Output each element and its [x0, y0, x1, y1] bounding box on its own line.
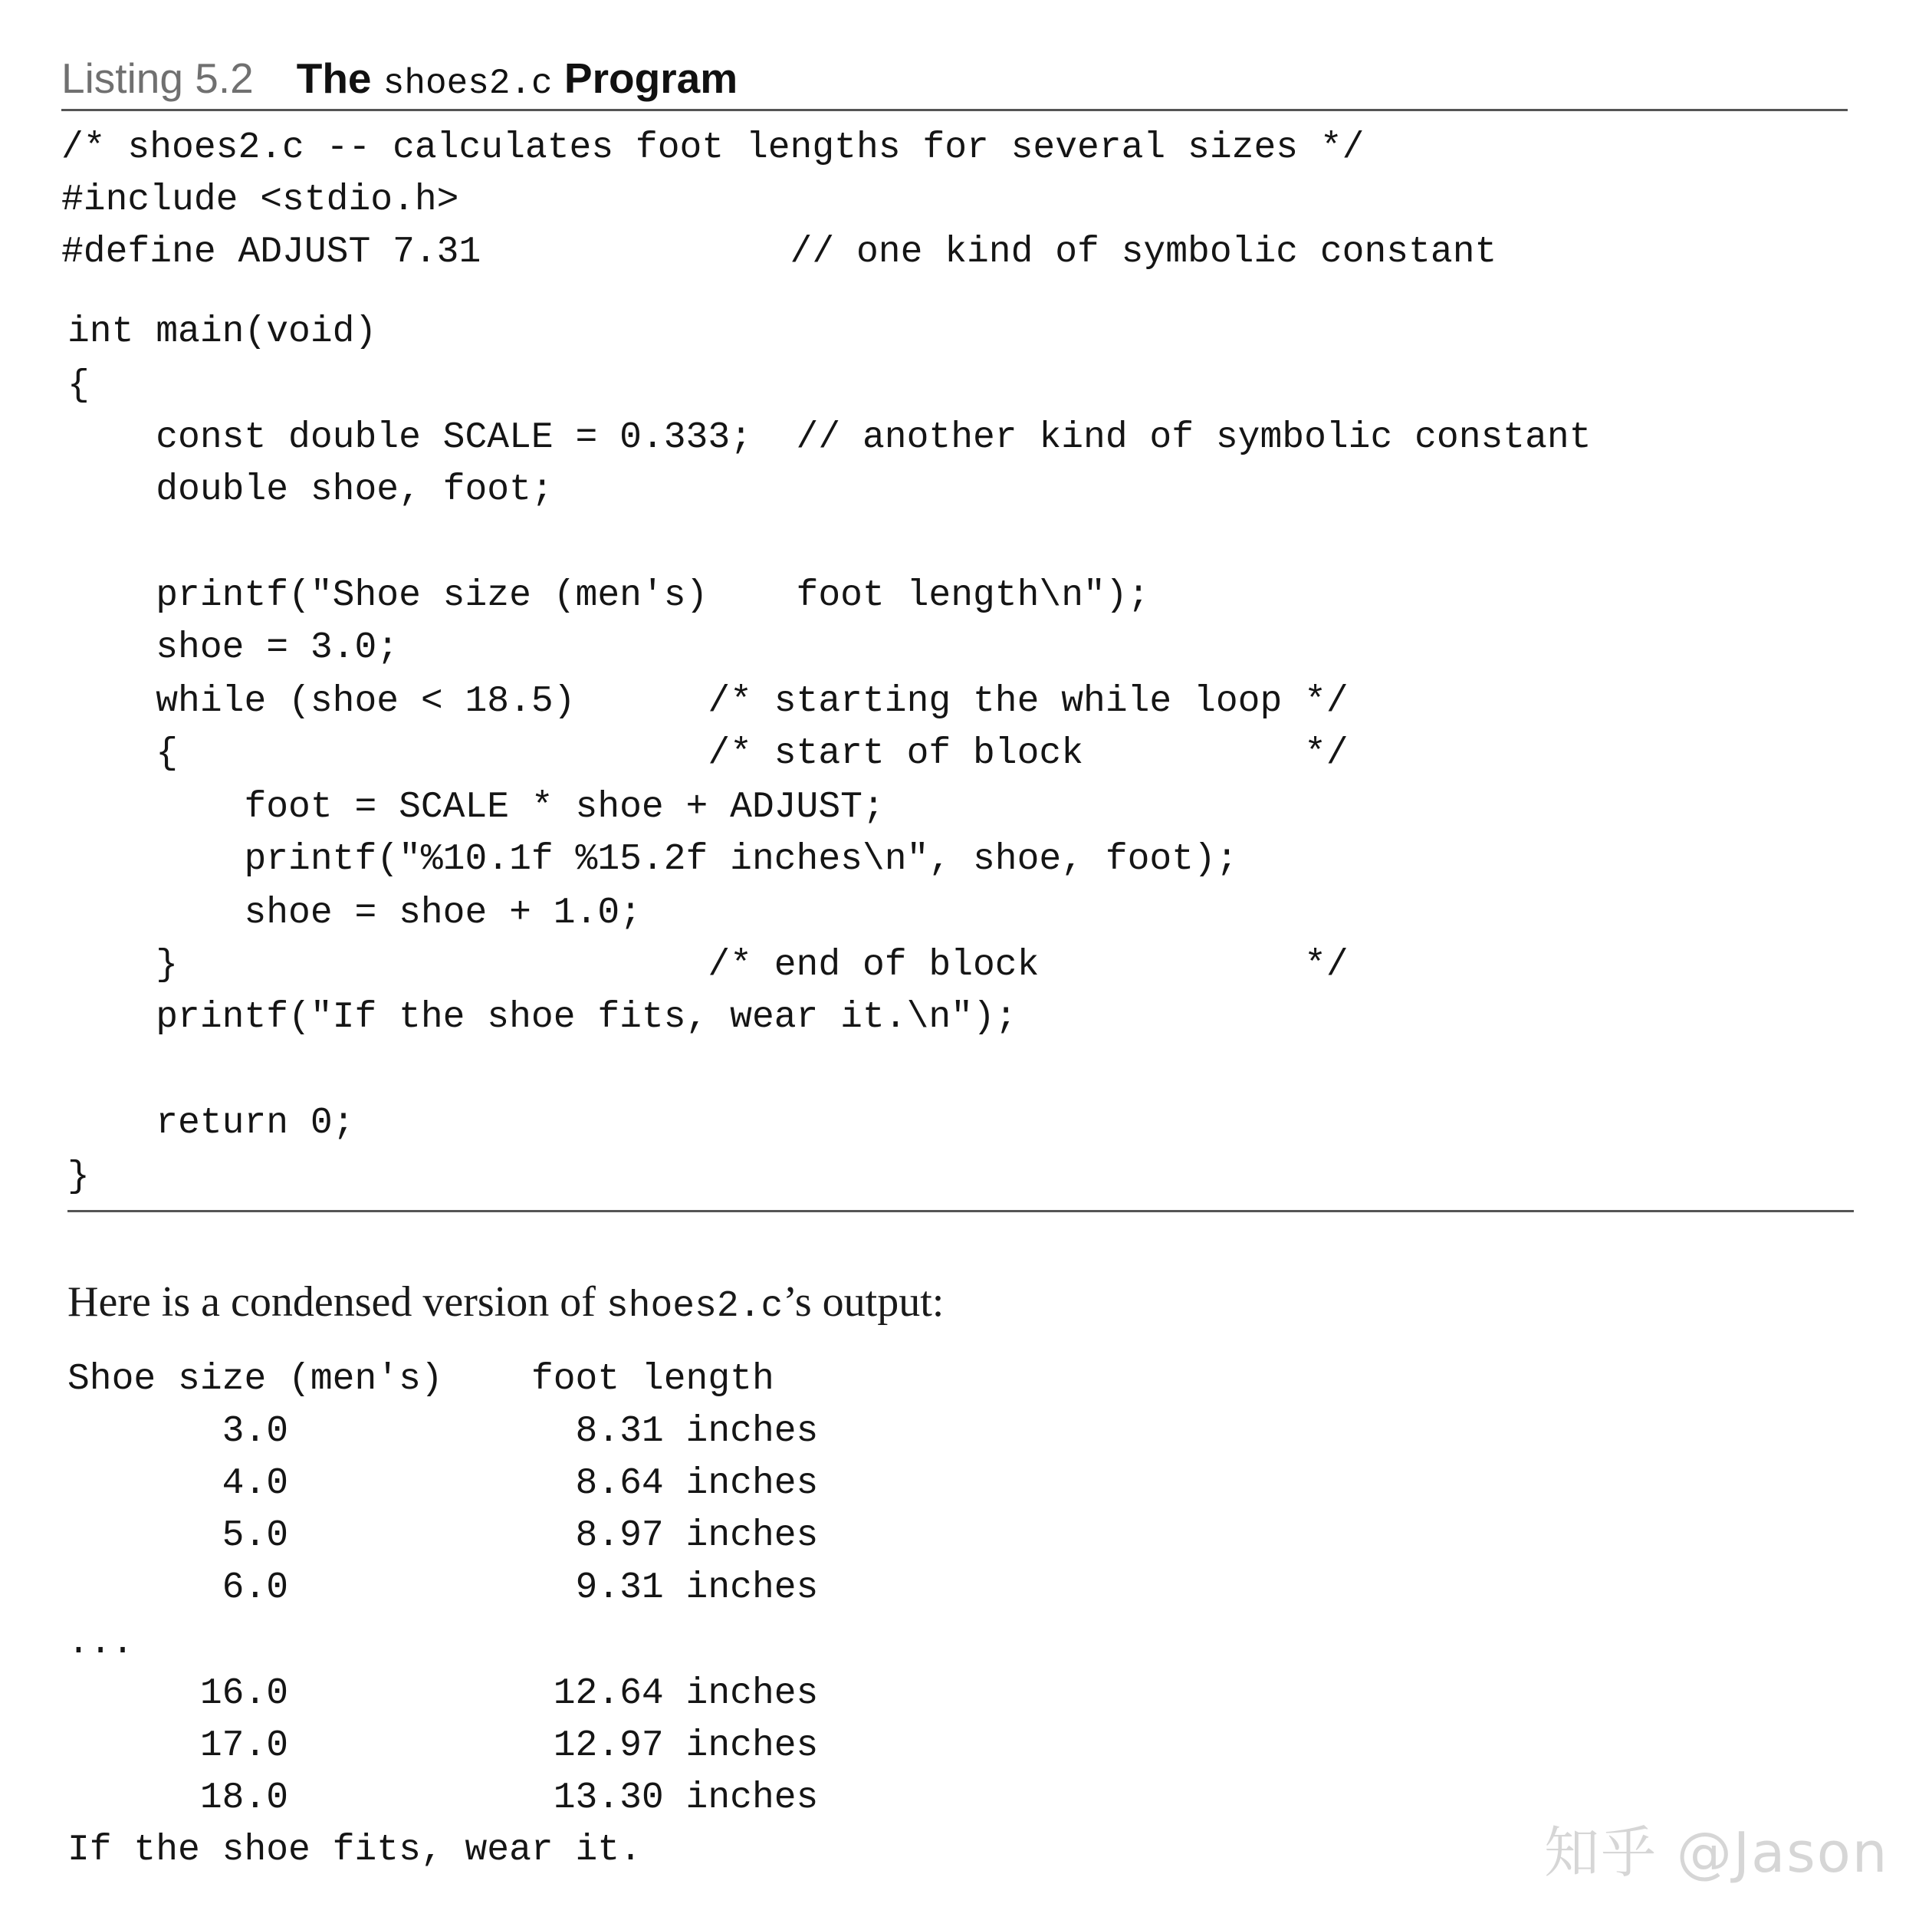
- prose-text: Here is a condensed version of: [67, 1278, 606, 1326]
- code-line: foot = SCALE * shoe + ADJUST;: [67, 787, 885, 828]
- output-line: 18.0 13.30 inches: [67, 1777, 819, 1819]
- code-line: /* shoes2.c -- calculates foot lengths for several sizes */: [61, 127, 1365, 169]
- code-line: while (shoe < 18.5) /* starting the while loop */: [67, 681, 1349, 722]
- output-line: 17.0 12.97 inches: [67, 1725, 819, 1767]
- listing-top-rule: [61, 109, 1848, 111]
- code-line: { /* start of block */: [67, 733, 1349, 774]
- output-line: 3.0 8.31 inches: [67, 1411, 819, 1452]
- listing-number: Listing 5.2: [61, 54, 254, 102]
- code-line: shoe = shoe + 1.0;: [67, 893, 642, 934]
- listing-title-filename: shoes2.c: [383, 64, 553, 104]
- listing-header: [61, 48, 738, 109]
- code-line: #include <stdio.h>: [61, 179, 459, 221]
- code-line: }: [67, 1156, 90, 1198]
- prose-filename: shoes2.c: [606, 1286, 784, 1327]
- code-line: printf("%10.1f %15.2f inches\n", shoe, foot);: [67, 839, 1238, 880]
- output-line: 6.0 9.31 inches: [67, 1567, 819, 1609]
- code-line: const double SCALE = 0.333; // another kind of symbolic constant: [67, 417, 1592, 459]
- code-line: #define ADJUST 7.31 // one kind of symbolic constant: [61, 232, 1497, 273]
- code-line: printf("Shoe size (men's) foot length\n");: [67, 575, 1150, 616]
- output-intro-paragraph: [67, 1271, 944, 1337]
- output-line: 16.0 12.64 inches: [67, 1673, 819, 1715]
- watermark: 知乎 @Jason: [1544, 1820, 1889, 1885]
- output-line: If the shoe fits, wear it.: [67, 1830, 642, 1871]
- listing-bottom-rule: [67, 1210, 1854, 1212]
- code-line: double shoe, foot;: [67, 469, 554, 511]
- output-line: 5.0 8.97 inches: [67, 1515, 819, 1557]
- output-line: ...: [67, 1622, 134, 1664]
- listing-title-prefix: The: [296, 54, 372, 102]
- code-line: {: [67, 365, 90, 406]
- code-line: shoe = 3.0;: [67, 627, 399, 669]
- code-line: int main(void): [67, 311, 377, 353]
- output-line: Shoe size (men's) foot length: [67, 1359, 774, 1400]
- code-line: return 0;: [67, 1103, 355, 1144]
- code-line: printf("If the shoe fits, wear it.\n");: [67, 997, 1017, 1038]
- code-line: } /* end of block */: [67, 945, 1349, 986]
- prose-text: ’s output:: [783, 1278, 945, 1326]
- listing-title-suffix: Program: [564, 54, 738, 102]
- output-line: 4.0 8.64 inches: [67, 1463, 819, 1504]
